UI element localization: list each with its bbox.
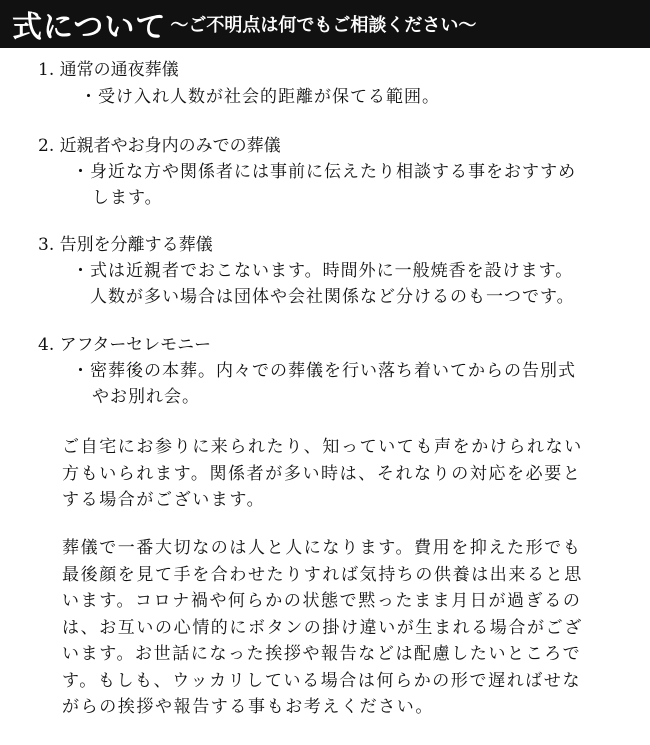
paragraph-line: います。お世話になった挨拶や報告などは配慮したいところで xyxy=(62,644,582,664)
paragraph-1 xyxy=(62,434,642,514)
item-description xyxy=(72,159,576,211)
paragraph-line: 方もいられます。関係者が多い時は、それなりの対応を必要と xyxy=(62,463,582,484)
page-subtitle: 〜ご不明点は何でもご相談ください〜 xyxy=(170,15,477,36)
paragraph-2 xyxy=(62,535,642,721)
paragraph-line: 最後顔を見て手を合わせたりすれば気持ちの供養は出来ると思 xyxy=(62,564,583,585)
item-description xyxy=(72,358,576,410)
item-heading: 2. 近親者やお身内のみでの葬儀 xyxy=(38,136,281,156)
item-description-line: やお別れ会。 xyxy=(92,387,200,407)
item-heading: 4. アフターセレモニー xyxy=(38,335,212,355)
paragraph-line: す。もしも、ウッカリしている場合は何らかの形で遅ればせな xyxy=(62,670,582,691)
paragraph-line: 葬儀で一番大切なのは人と人になります。費用を抑えた形でも xyxy=(62,538,582,558)
paragraph-line: は、お互いの心情的にボタンの掛け違いが生まれる場合がござ xyxy=(62,617,583,638)
item-description xyxy=(80,84,440,110)
paragraph-line: ご自宅にお参りに来られたり、知っていても声をかけられない xyxy=(62,437,583,457)
page-title: 式について xyxy=(12,10,167,45)
item-description-line: します。 xyxy=(92,188,163,208)
item-heading: 1. 通常の通夜葬儀 xyxy=(38,60,179,80)
item-description-line: ・式は近親者でおこないます。時間外に一般焼香を設けます。 xyxy=(72,261,574,281)
paragraph-line: がらの挨拶や報告する事もお考えください。 xyxy=(62,697,434,717)
paragraph-line: います。コロナ禍や何らかの状態で黙ったまま月日が過ぎるの xyxy=(62,591,582,611)
page-header xyxy=(0,0,650,48)
paragraph-line: する場合がございます。 xyxy=(62,490,266,510)
item-description xyxy=(72,258,575,310)
item-description-line: ・密葬後の本葬。内々での葬儀を行い落ち着いてからの告別式 xyxy=(72,361,576,381)
item-description-line: ・身近な方や関係者には事前に伝えたり相談する事をおすすめ xyxy=(72,162,577,182)
item-heading: 3. 告別を分離する葬儀 xyxy=(38,235,213,255)
item-description-line: 人数が多い場合は団体や会社関係など分けるのも一つです。 xyxy=(90,287,575,307)
item-description-line: ・受け入れ人数が社会的距離が保てる範囲。 xyxy=(80,87,440,107)
